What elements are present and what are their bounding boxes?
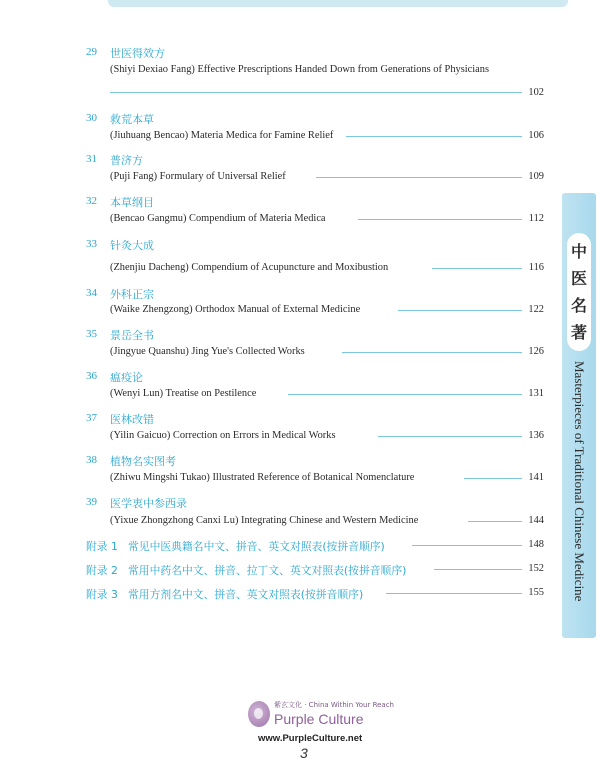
entry-page: 131 — [528, 388, 544, 399]
dot-leader — [288, 394, 522, 395]
entry-number: 30 — [86, 112, 97, 124]
entry-chinese-title: 针灸大成 — [110, 239, 154, 252]
entry-chinese-title: 植物名实图考 — [110, 455, 176, 468]
publisher-url[interactable]: www.PurpleCulture.net — [258, 733, 363, 744]
entry-english-title: (Zhenjiu Dacheng) Compendium of Acupuncture and Moxibustion — [110, 262, 389, 273]
dot-leader — [412, 545, 522, 546]
entry-english-title: (Bencao Gangmu) Compendium of Materia Medica — [110, 213, 326, 224]
entry-number: 33 — [86, 238, 97, 250]
entry-english-title: (Wenyi Lun) Treatise on Pestilence — [110, 388, 257, 399]
appendix-title: 常见中医典籍名中文、拼音、英文对照表(按拼音顺序) — [128, 540, 385, 553]
entry-page: 102 — [528, 87, 544, 98]
appendix-title: 常用方剂名中文、拼音、英文对照表(按拼音顺序) — [128, 588, 364, 601]
side-tab-char: 名 — [570, 296, 587, 315]
entry-page: 116 — [528, 262, 544, 273]
appendix-label: 附录 3 — [86, 588, 118, 601]
appendix-label: 附录 1 — [86, 540, 118, 553]
dot-leader — [386, 593, 522, 594]
dot-leader — [398, 310, 522, 311]
entry-chinese-title: 景岳全书 — [110, 329, 154, 342]
entry-page: 141 — [528, 472, 544, 483]
side-tab — [562, 193, 596, 638]
dot-leader — [346, 136, 522, 137]
entry-english-title: (Zhiwu Mingshi Tukao) Illustrated Reference of Botanical Nomenclature — [110, 472, 415, 483]
side-tab-pill — [567, 233, 591, 351]
entry-chinese-title: 医林改错 — [110, 413, 154, 426]
entry-chinese-title: 普济方 — [110, 154, 143, 167]
entry-english-title: (Puji Fang) Formulary of Universal Relief — [110, 171, 286, 182]
entry-page: 126 — [528, 346, 544, 357]
entry-english-title: (Yilin Gaicuo) Correction on Errors in Medical Works — [110, 430, 336, 441]
entry-chinese-title: 救荒本草 — [110, 113, 154, 126]
entry-page: 112 — [528, 213, 544, 224]
entry-english-title: (Jingyue Quanshu) Jing Yue's Collected Works — [110, 346, 305, 357]
appendix-label: 附录 2 — [86, 564, 118, 577]
entry-number: 32 — [86, 195, 97, 207]
entry-chinese-title: 医学衷中参西录 — [110, 497, 187, 510]
entry-page: 122 — [528, 304, 544, 315]
entry-number: 36 — [86, 370, 97, 382]
appendix-page: 152 — [528, 563, 544, 574]
entry-english-title: (Jiuhuang Bencao) Materia Medica for Famine Relief — [110, 130, 334, 141]
entry-chinese-title: 世医得效方 — [110, 47, 165, 60]
dot-leader — [378, 436, 522, 437]
side-tab-english-title: Masterpieces of Traditional Chinese Medicine — [572, 361, 587, 602]
entry-number: 37 — [86, 412, 97, 424]
dot-leader — [358, 219, 522, 220]
side-tab-char: 医 — [570, 269, 587, 288]
entry-english-title: (Shiyi Dexiao Fang) Effective Prescriptions Handed Down from Generations of Physicians — [110, 64, 489, 75]
entry-chinese-title: 外科正宗 — [110, 288, 154, 301]
publisher-logo[interactable] — [248, 699, 394, 735]
entry-chinese-title: 本草纲目 — [110, 196, 154, 209]
appendix-page: 148 — [528, 539, 544, 550]
appendix-page: 155 — [528, 587, 544, 598]
dot-leader — [432, 268, 522, 269]
dot-leader — [434, 569, 522, 570]
entry-page: 144 — [528, 515, 544, 526]
page-number: 3 — [300, 745, 308, 761]
logo-name: Purple Culture — [274, 711, 364, 727]
entry-number: 31 — [86, 153, 97, 165]
side-tab-char: 著 — [570, 323, 587, 342]
entry-number: 29 — [86, 46, 97, 58]
entry-english-title: (Yixue Zhongzhong Canxi Lu) Integrating Chinese and Western Medicine — [110, 515, 419, 526]
logo-icon — [248, 701, 270, 727]
entry-number: 35 — [86, 328, 97, 340]
dot-leader — [342, 352, 522, 353]
side-tab-char: 中 — [570, 242, 587, 261]
entry-number: 38 — [86, 454, 97, 466]
entry-chinese-title: 瘟疫论 — [110, 371, 143, 384]
entry-english-title: (Waike Zhengzong) Orthodox Manual of External Medicine — [110, 304, 361, 315]
logo-tagline: 紫玄文化 · China Within Your Reach — [274, 701, 394, 709]
entry-number: 39 — [86, 496, 97, 508]
appendix-title: 常用中药名中文、拼音、拉丁文、英文对照表(按拼音顺序) — [128, 564, 407, 577]
entry-number: 34 — [86, 287, 97, 299]
entry-page: 109 — [528, 171, 544, 182]
entry-page: 106 — [528, 130, 544, 141]
dot-leader — [316, 177, 522, 178]
dot-leader — [110, 92, 522, 93]
entry-page: 136 — [528, 430, 544, 441]
